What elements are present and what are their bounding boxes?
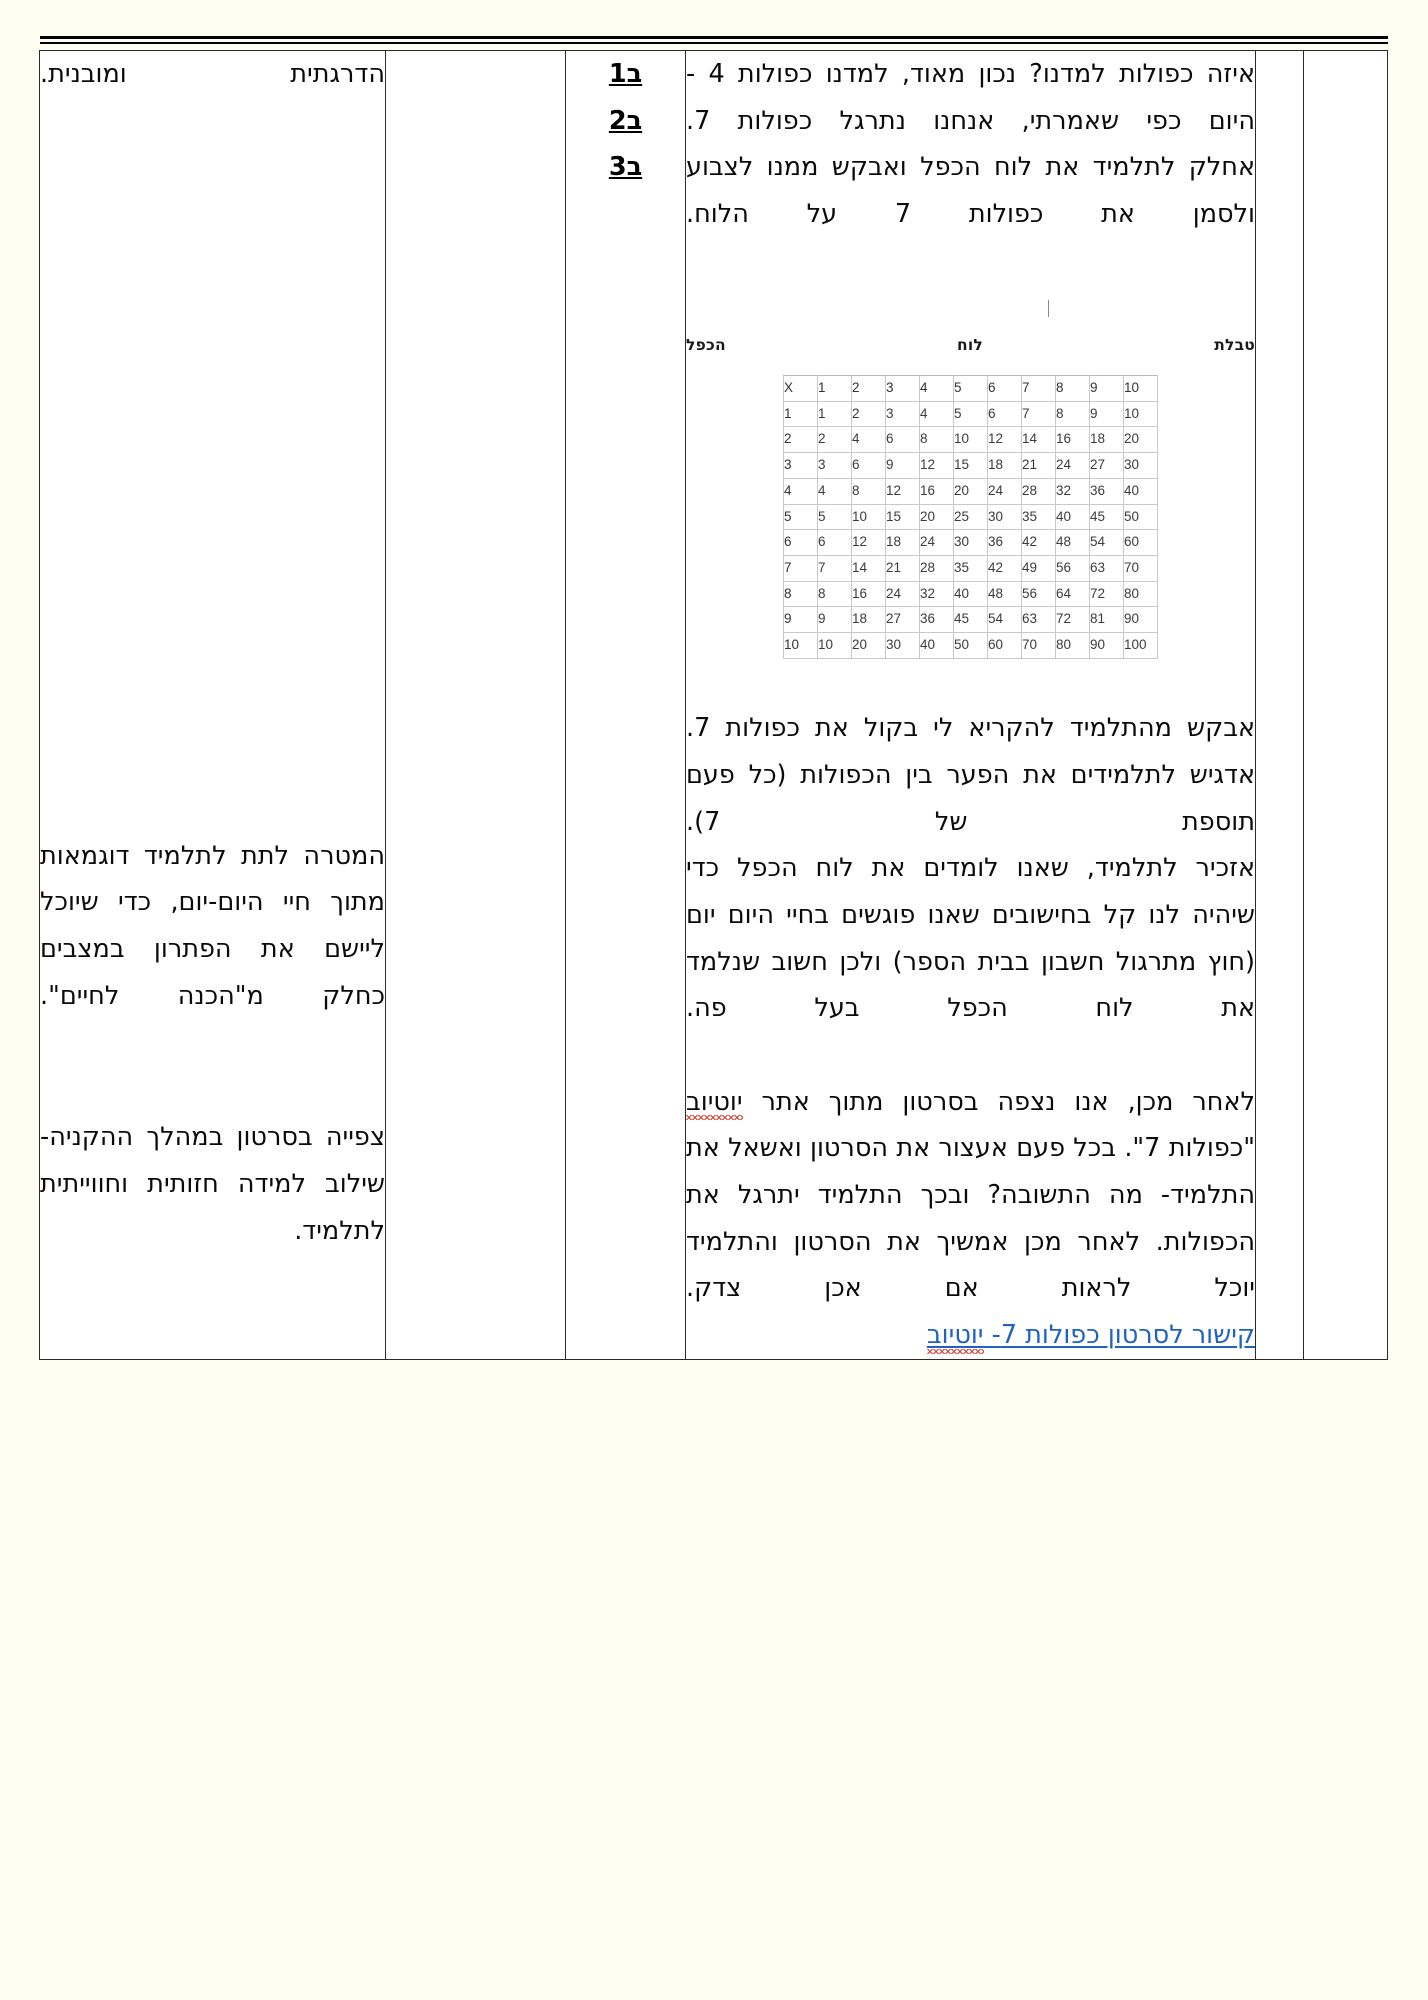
cell-reference-numbers xyxy=(566,51,686,1360)
multiplication-cell: 35 xyxy=(954,555,988,581)
multiplication-cell: 45 xyxy=(1090,504,1124,530)
multiplication-cell: 24 xyxy=(920,530,954,556)
youtube-video-link[interactable] xyxy=(927,1320,1255,1354)
main-paragraph-3: אבקש מהתלמיד להקריא לי בקול את כפולות 7. xyxy=(686,713,1255,744)
multiplication-cell: 49 xyxy=(1022,555,1056,581)
multiplication-cell: 60 xyxy=(988,633,1022,659)
main-paragraph-1: איזה כפולות למדנו? נכון מאוד, למדנו כפולות 4 -היום כפי שאמרתי, אנחנו נתרגל כפולות 7. xyxy=(686,59,1255,136)
multiplication-cell: 24 xyxy=(886,581,920,607)
multiplication-cell: 10 xyxy=(1124,401,1158,427)
reference-label-b3: ב3 xyxy=(608,152,643,183)
paragraph-6-before: לאחר מכן, אנו נצפה בסרטון מתוך אתר xyxy=(742,1086,1255,1117)
multiplication-cell: 4 xyxy=(852,427,886,453)
table-row xyxy=(40,51,1388,1360)
multiplication-cell: 50 xyxy=(1124,504,1158,530)
multiplication-row xyxy=(784,453,1158,479)
multiplication-cell: 8 xyxy=(852,478,886,504)
main-paragraph-4: אדגיש לתלמידים את הפער בין הכפולות (כל פעם תוספת של 7). xyxy=(686,760,1255,837)
multiplication-cell: 42 xyxy=(988,555,1022,581)
cell-left-notes xyxy=(40,51,386,1360)
multiplication-cell: 6 xyxy=(988,401,1022,427)
multiplication-cell: 9 xyxy=(784,607,818,633)
multiplication-cell: 7 xyxy=(818,555,852,581)
multiplication-cell: 1 xyxy=(784,401,818,427)
multiplication-cell: X xyxy=(784,375,818,401)
multiplication-cell: 10 xyxy=(954,427,988,453)
notes-spacer-upper xyxy=(40,98,385,833)
multiplication-grid xyxy=(783,375,1158,659)
multiplication-cell: 40 xyxy=(1124,478,1158,504)
main-paragraph-2: אחלק לתלמיד את לוח הכפל ואבקש ממנו לצבוע ולסמן את כפולות 7 על הלוח. xyxy=(686,152,1255,229)
multiplication-cell: 64 xyxy=(1056,581,1090,607)
note-item-3: צפייה בסרטון במהלך ההקניה- שילוב למידה חזותית וחווייתית לתלמיד. xyxy=(40,1122,385,1246)
main-paragraph-6 xyxy=(686,1079,1255,1312)
lesson-plan-table xyxy=(39,50,1388,1360)
multiplication-cell: 32 xyxy=(920,581,954,607)
link-misspelled-word: יוטיוב xyxy=(927,1320,984,1354)
multiplication-cell: 8 xyxy=(784,581,818,607)
multiplication-cell: 9 xyxy=(1090,401,1124,427)
multiplication-cell: 27 xyxy=(1090,453,1124,479)
multiplication-cell: 15 xyxy=(954,453,988,479)
multiplication-cell: 7 xyxy=(784,555,818,581)
multiplication-cell: 30 xyxy=(954,530,988,556)
multiplication-cell: 100 xyxy=(1124,633,1158,659)
video-link-paragraph xyxy=(686,1312,1255,1359)
multiplication-cell: 36 xyxy=(1090,478,1124,504)
multiplication-cell: 8 xyxy=(1056,401,1090,427)
multiplication-cell: 16 xyxy=(1056,427,1090,453)
multiplication-cell: 24 xyxy=(988,478,1022,504)
multiplication-cell: 16 xyxy=(852,581,886,607)
multiplication-cell: 2 xyxy=(818,427,852,453)
multiplication-cell: 12 xyxy=(988,427,1022,453)
multiplication-cell: 63 xyxy=(1090,555,1124,581)
multiplication-row xyxy=(784,555,1158,581)
multiplication-cell: 1 xyxy=(818,401,852,427)
multiplication-cell: 5 xyxy=(954,401,988,427)
multiplication-cell: 30 xyxy=(886,633,920,659)
multiplication-header-row xyxy=(784,375,1158,401)
multiplication-cell: 18 xyxy=(1090,427,1124,453)
multiplication-cell: 25 xyxy=(954,504,988,530)
multiplication-cell: 5 xyxy=(818,504,852,530)
multiplication-cell: 40 xyxy=(1056,504,1090,530)
multiplication-cell: 8 xyxy=(1056,375,1090,401)
multiplication-cell: 56 xyxy=(1022,581,1056,607)
multiplication-cell: 21 xyxy=(886,555,920,581)
cell-middle-empty xyxy=(386,51,566,1360)
multiplication-cell: 60 xyxy=(1124,530,1158,556)
multiplication-cell: 6 xyxy=(852,453,886,479)
multiplication-cell: 8 xyxy=(920,427,954,453)
multiplication-cell: 9 xyxy=(886,453,920,479)
multiplication-cell: 32 xyxy=(1056,478,1090,504)
cell-right-narrow-empty xyxy=(1256,51,1304,1360)
multiplication-cell: 54 xyxy=(1090,530,1124,556)
multiplication-cell: 5 xyxy=(784,504,818,530)
multiplication-cell: 20 xyxy=(954,478,988,504)
multiplication-row xyxy=(784,401,1158,427)
multiplication-cell: 80 xyxy=(1056,633,1090,659)
multiplication-table-figure xyxy=(686,300,1255,659)
multiplication-cell: 6 xyxy=(818,530,852,556)
multiplication-cell: 21 xyxy=(1022,453,1056,479)
multiplication-cell: 35 xyxy=(1022,504,1056,530)
multiplication-cell: 2 xyxy=(852,375,886,401)
multiplication-cell: 6 xyxy=(784,530,818,556)
multiplication-cell: 72 xyxy=(1090,581,1124,607)
multiplication-cell: 6 xyxy=(988,375,1022,401)
multiplication-cell: 10 xyxy=(1124,375,1158,401)
multiplication-cell: 45 xyxy=(954,607,988,633)
multiplication-cell: 18 xyxy=(852,607,886,633)
cell-far-right-empty xyxy=(1304,51,1388,1360)
notes-spacer-lower xyxy=(40,1019,385,1114)
multiplication-cell: 20 xyxy=(1124,427,1158,453)
multiplication-cell: 28 xyxy=(1022,478,1056,504)
multiplication-cell: 42 xyxy=(1022,530,1056,556)
cell-main-activity xyxy=(686,51,1256,1360)
multiplication-cell: 10 xyxy=(818,633,852,659)
multiplication-cell: 72 xyxy=(1056,607,1090,633)
multiplication-row xyxy=(784,427,1158,453)
multiplication-cell: 12 xyxy=(886,478,920,504)
misspelled-word-youtube: יוטיוב xyxy=(686,1087,743,1120)
multiplication-cell: 3 xyxy=(784,453,818,479)
multiplication-cell: 80 xyxy=(1124,581,1158,607)
paragraph-6-after: "כפולות 7". בכל פעם אעצור את הסרטון ואשאל את התלמיד- מה התשובה? ובכך התלמיד יתרגל את הכפולות. לאחר מכן אמשיך את הסרטון והתלמיד יוכל לראות אם אכן צדק. xyxy=(686,1133,1255,1304)
multiplication-cell: 9 xyxy=(1090,375,1124,401)
multiplication-cell: 48 xyxy=(1056,530,1090,556)
multiplication-cell: 54 xyxy=(988,607,1022,633)
multiplication-row xyxy=(784,504,1158,530)
lesson-table-wrapper xyxy=(40,50,1388,1360)
reference-label-b1: ב1 xyxy=(608,59,643,89)
multiplication-row xyxy=(784,581,1158,607)
multiplication-cell: 18 xyxy=(988,453,1022,479)
figure-title: טבלת לוח הכפל xyxy=(686,335,1255,354)
multiplication-cell: 7 xyxy=(1022,401,1056,427)
multiplication-cell: 16 xyxy=(920,478,954,504)
multiplication-cell: 2 xyxy=(852,401,886,427)
multiplication-cell: 14 xyxy=(852,555,886,581)
multiplication-cell: 30 xyxy=(1124,453,1158,479)
multiplication-cell: 24 xyxy=(1056,453,1090,479)
multiplication-cell: 9 xyxy=(818,607,852,633)
document-page xyxy=(40,36,1388,1964)
multiplication-cell: 90 xyxy=(1124,607,1158,633)
multiplication-cell: 15 xyxy=(886,504,920,530)
multiplication-cell: 7 xyxy=(1022,375,1056,401)
multiplication-cell: 10 xyxy=(852,504,886,530)
page-top-rule xyxy=(40,36,1388,44)
multiplication-cell: 8 xyxy=(818,581,852,607)
multiplication-cell: 48 xyxy=(988,581,1022,607)
note-item-2: המטרה לתת לתלמיד דוגמאות מתוך חיי היום-יום, כדי שיוכל ליישם את הפתרון במצבים כחלק מ"הכנה לחיים". xyxy=(40,840,385,1011)
multiplication-cell: 70 xyxy=(1124,555,1158,581)
multiplication-cell: 3 xyxy=(886,401,920,427)
multiplication-row xyxy=(784,478,1158,504)
multiplication-cell: 6 xyxy=(886,427,920,453)
link-text-before: קישור לסרטון כפולות 7- xyxy=(983,1319,1255,1350)
multiplication-cell: 27 xyxy=(886,607,920,633)
multiplication-cell: 2 xyxy=(784,427,818,453)
multiplication-row xyxy=(784,530,1158,556)
multiplication-cell: 12 xyxy=(852,530,886,556)
multiplication-cell: 63 xyxy=(1022,607,1056,633)
multiplication-cell: 20 xyxy=(852,633,886,659)
main-paragraph-5: אזכיר לתלמיד, שאנו לומדים את לוח הכפל כדי שיהיה לנו קל בחישובים שאנו פוגשים בחיי היום יום (חוץ מתרגול חשבון בבית הספר) ולכן חשוב שנלמד את לוח הכפל בעל פה. xyxy=(686,853,1255,1024)
multiplication-cell: 40 xyxy=(920,633,954,659)
multiplication-cell: 4 xyxy=(784,478,818,504)
multiplication-row xyxy=(784,633,1158,659)
multiplication-cell: 81 xyxy=(1090,607,1124,633)
multiplication-cell: 4 xyxy=(920,401,954,427)
multiplication-cell: 20 xyxy=(920,504,954,530)
reference-label-b2: ב2 xyxy=(608,105,643,136)
multiplication-cell: 4 xyxy=(920,375,954,401)
multiplication-cell: 3 xyxy=(886,375,920,401)
multiplication-cell: 3 xyxy=(818,453,852,479)
note-item-1: הדרגתית ומובנית. xyxy=(40,59,385,89)
multiplication-row xyxy=(784,607,1158,633)
multiplication-cell: 28 xyxy=(920,555,954,581)
multiplication-cell: 40 xyxy=(954,581,988,607)
multiplication-cell: 4 xyxy=(818,478,852,504)
multiplication-cell: 50 xyxy=(954,633,988,659)
multiplication-cell: 56 xyxy=(1056,555,1090,581)
multiplication-cell: 36 xyxy=(988,530,1022,556)
multiplication-cell: 5 xyxy=(954,375,988,401)
multiplication-cell: 30 xyxy=(988,504,1022,530)
multiplication-cell: 70 xyxy=(1022,633,1056,659)
multiplication-grid-body xyxy=(784,375,1158,658)
multiplication-cell: 90 xyxy=(1090,633,1124,659)
multiplication-cell: 18 xyxy=(886,530,920,556)
multiplication-cell: 10 xyxy=(784,633,818,659)
multiplication-cell: 1 xyxy=(818,375,852,401)
multiplication-cell: 36 xyxy=(920,607,954,633)
figure-tick-mark xyxy=(1048,300,1049,317)
multiplication-cell: 12 xyxy=(920,453,954,479)
multiplication-cell: 14 xyxy=(1022,427,1056,453)
